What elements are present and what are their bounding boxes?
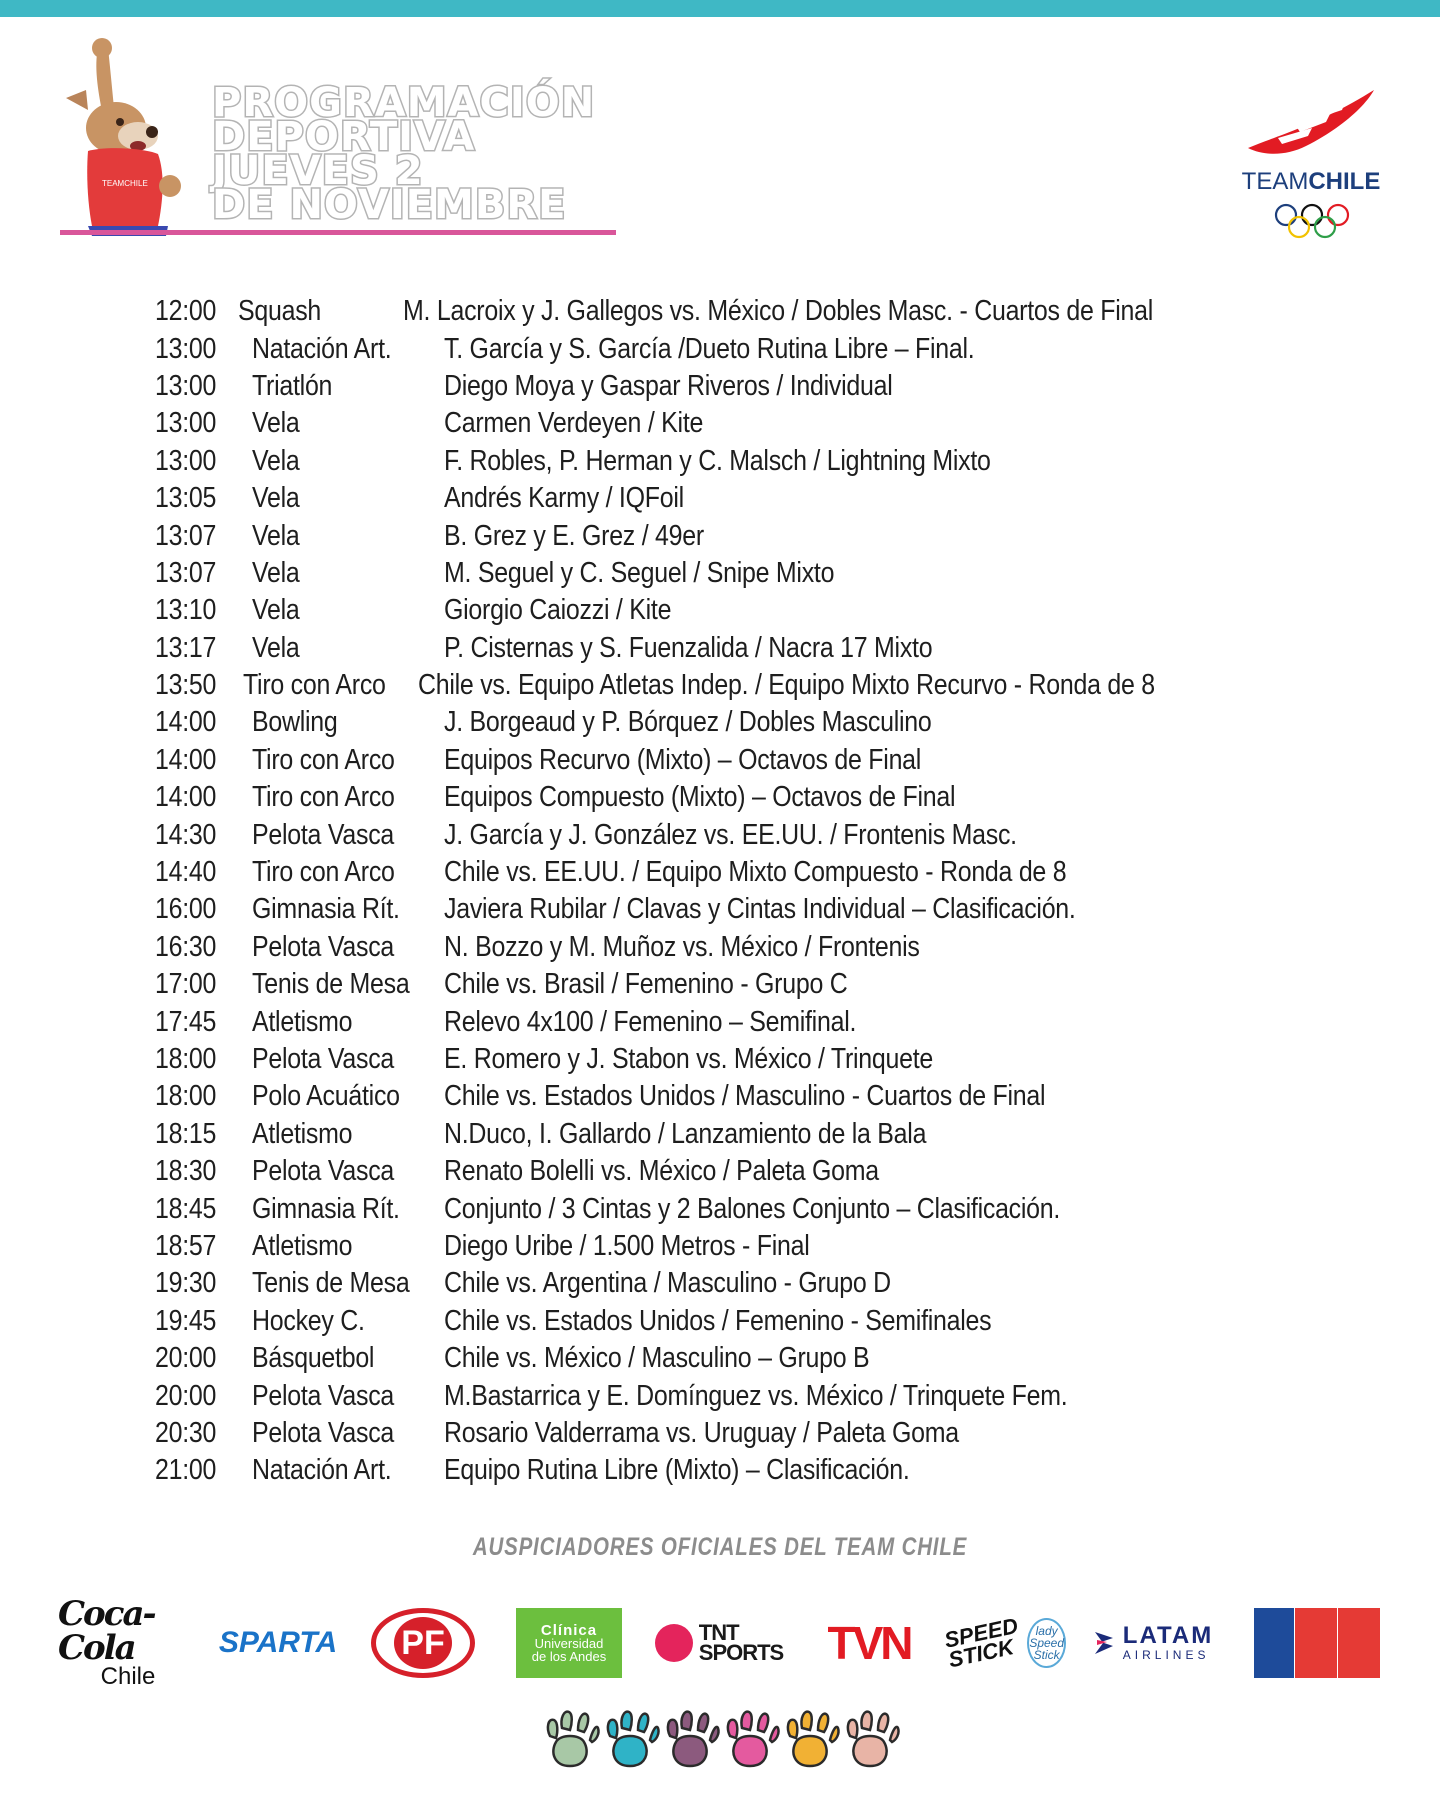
tnt-line-2: SPORTS [698, 1640, 784, 1665]
schedule-row [155, 929, 1275, 966]
event-time: 18:45 [155, 1192, 217, 1225]
clinica-universidad-de-los-andes-logo [516, 1598, 622, 1688]
schedule-row [155, 742, 1275, 779]
schedule-list [155, 293, 1275, 1490]
event-time: 14:40 [155, 856, 217, 889]
event-sport: Vela [252, 631, 300, 664]
speed-stick-text: SPEED STICK [942, 1612, 1021, 1673]
mascot-shirt-text: TEAMCHILE [102, 179, 148, 188]
team-chile-wordmark-bold: CHILE [1308, 168, 1381, 195]
event-sport: Bowling [252, 706, 338, 739]
event-sport: Básquetbol [252, 1342, 375, 1375]
event-sport: Tenis de Mesa [252, 1267, 410, 1300]
event-sport: Tenis de Mesa [252, 968, 410, 1001]
latam-line-1: LATAM [1122, 1622, 1214, 1649]
event-sport: Tiro con Arco [252, 781, 395, 814]
event-description: N.Duco, I. Gallardo / Lanzamiento de la Bala [444, 1117, 927, 1150]
event-sport: Pelota Vasca [252, 1043, 395, 1075]
event-sport: Pelota Vasca [252, 818, 395, 851]
pf-ring [371, 1608, 475, 1678]
event-description: Equipo Rutina Libre (Mixto) – Clasificación. [444, 1454, 910, 1487]
event-sport: Natación Art. [252, 1454, 392, 1487]
event-sport: Pelota Vasca [252, 1379, 395, 1412]
event-sport: Tiro con Arco [252, 743, 395, 776]
tnt-text [698, 1620, 784, 1665]
event-time: 20:30 [155, 1416, 217, 1449]
event-time: 18:00 [155, 1080, 217, 1113]
event-sport: Vela [252, 407, 300, 440]
event-sport: Gimnasia Rít. [252, 893, 400, 926]
event-description: N. Bozzo y M. Muñoz vs. México / Frontenis [444, 930, 920, 963]
coca-cola-wordmark: Coca-Cola [58, 1594, 155, 1668]
title-line-4: DE NOVIEMBRE [212, 182, 567, 228]
event-description: Relevo 4x100 / Femenino – Semifinal. [444, 1005, 857, 1038]
event-time: 14:30 [155, 818, 217, 851]
schedule-row [155, 1340, 1275, 1377]
event-time: 20:00 [155, 1379, 217, 1412]
event-description: M.Bastarrica y E. Domínguez vs. México / Trinquete Fem. [444, 1379, 1068, 1412]
event-description: Diego Uribe / 1.500 Metros - Final [444, 1229, 810, 1262]
event-time: 13:07 [155, 519, 217, 552]
paw-icon [728, 1712, 779, 1766]
event-description: J. Borgeaud y P. Bórquez / Dobles Masculino [444, 706, 932, 739]
event-sport: Triatlón [252, 369, 333, 402]
schedule-row [155, 1265, 1275, 1302]
event-description: E. Romero y J. Stabon vs. México / Trinquete [444, 1043, 934, 1075]
schedule-row [155, 405, 1275, 442]
mindep-red-panel [1294, 1608, 1380, 1678]
event-description: Chile vs. Brasil / Femenino - Grupo C [444, 968, 848, 1001]
event-time: 19:30 [155, 1267, 217, 1300]
event-sport: Tiro con Arco [243, 669, 386, 702]
event-time: 13:10 [155, 594, 217, 627]
event-sport: Pelota Vasca [252, 1155, 395, 1188]
tnt-line-1: TNT [698, 1620, 739, 1645]
event-time: 18:00 [155, 1043, 217, 1075]
event-time: 14:00 [155, 743, 217, 776]
event-description: F. Robles, P. Herman y C. Malsch / Lightning Mixto [444, 444, 991, 477]
page-title [212, 80, 596, 228]
latam-mark-icon [1093, 1628, 1115, 1658]
paw-prints [540, 1708, 900, 1768]
event-sport: Gimnasia Rít. [252, 1192, 400, 1225]
event-time: 19:45 [155, 1304, 217, 1337]
schedule-row [155, 891, 1275, 928]
latam-line-2: AIRLINES [1122, 1648, 1210, 1662]
event-description: Chile vs. México / Masculino – Grupo B [444, 1342, 870, 1375]
schedule-row [155, 480, 1275, 517]
event-sport: Vela [252, 556, 300, 589]
sponsors-title: AUSPICIADORES OFICIALES DEL TEAM CHILE [472, 1533, 968, 1561]
team-chile-logo [1236, 86, 1386, 246]
olympic-rings-icon [1274, 202, 1350, 242]
event-description: Chile vs. EE.UU. / Equipo Mixto Compuesto - Ronda de 8 [444, 856, 1067, 889]
sponsor-logos [58, 1594, 1382, 1690]
schedule-row [155, 555, 1275, 592]
schedule-row [155, 293, 1275, 330]
event-description: Equipos Recurvo (Mixto) – Octavos de Final [444, 743, 922, 776]
team-chile-wordmark-light: TEAM [1241, 168, 1309, 195]
schedule-row [155, 517, 1275, 554]
schedule-row [155, 368, 1275, 405]
event-description: Conjunto / 3 Cintas y 2 Balones Conjunto – Clasificación. [444, 1192, 1061, 1225]
event-time: 13:00 [155, 332, 217, 365]
clinica-line-1: Clínica [540, 1621, 598, 1639]
schedule-row [155, 1303, 1275, 1340]
event-description: Renato Bolelli vs. México / Paleta Goma [444, 1155, 879, 1188]
event-description: Chile vs. Estados Unidos / Masculino - Cuartos de Final [444, 1080, 1046, 1113]
tvn-logo: TVN [827, 1617, 911, 1669]
event-time: 21:00 [155, 1454, 217, 1487]
lady-speed-stick-text: lady Speed Stick [1027, 1618, 1066, 1668]
schedule-row [155, 1228, 1275, 1265]
event-time: 13:07 [155, 556, 217, 589]
mascot-illustration [58, 36, 208, 236]
team-chile-mark-icon [1246, 86, 1376, 158]
pf-logo [368, 1598, 478, 1688]
schedule-row [155, 779, 1275, 816]
event-sport: Vela [252, 594, 300, 627]
coca-cola-logo [58, 1594, 198, 1690]
event-description: B. Grez y E. Grez / 49er [444, 519, 704, 552]
event-sport: Tiro con Arco [252, 856, 395, 889]
top-accent-bar [0, 0, 1440, 17]
schedule-row [155, 1377, 1275, 1414]
title-line-1: PROGRAMACIÓN [212, 80, 596, 126]
schedule-row [155, 854, 1275, 891]
schedule-row [155, 330, 1275, 367]
event-time: 16:30 [155, 930, 217, 963]
latam-logo [1088, 1598, 1218, 1688]
coca-cola-country: Chile [100, 1663, 156, 1690]
tnt-ball-icon [655, 1624, 693, 1662]
schedule-row [155, 966, 1275, 1003]
schedule-row [155, 704, 1275, 741]
schedule-row [155, 592, 1275, 629]
event-sport: Vela [252, 444, 300, 477]
event-time: 13:00 [155, 444, 217, 477]
event-description: Andrés Karmy / IQFoil [444, 482, 684, 515]
event-time: 13:50 [155, 669, 217, 702]
schedule-row [155, 630, 1275, 667]
event-time: 13:00 [155, 407, 217, 440]
event-description: Diego Moya y Gaspar Riveros / Individual [444, 369, 893, 402]
speed-stick-logo [942, 1598, 1066, 1688]
paw-icon [668, 1712, 719, 1766]
event-sport: Natación Art. [252, 332, 392, 365]
event-sport: Atletismo [252, 1229, 353, 1262]
schedule-row [155, 1415, 1275, 1452]
event-time: 13:05 [155, 482, 217, 515]
event-sport: Polo Acuático [252, 1080, 400, 1113]
schedule-row [155, 816, 1275, 853]
event-sport: Pelota Vasca [252, 1416, 395, 1449]
event-time: 18:30 [155, 1155, 217, 1188]
event-time: 13:00 [155, 369, 217, 402]
schedule-row [155, 1078, 1275, 1115]
clinica-line-2: Universidad [534, 1635, 604, 1651]
paw-icon [548, 1712, 599, 1766]
title-line-3: JUEVES 2 [212, 148, 424, 194]
event-time: 18:15 [155, 1117, 217, 1150]
paw-icon [848, 1712, 899, 1766]
event-sport: Hockey C. [252, 1304, 365, 1337]
event-description: Chile vs. Argentina / Masculino - Grupo D [444, 1267, 891, 1300]
event-description: M. Seguel y C. Seguel / Snipe Mixto [444, 556, 835, 589]
schedule-row [155, 1153, 1275, 1190]
event-description: Javiera Rubilar / Clavas y Cintas Individual – Clasificación. [444, 893, 1076, 926]
event-time: 20:00 [155, 1342, 217, 1375]
sparta-logo: SPARTA [218, 1626, 338, 1659]
schedule-row [155, 667, 1275, 704]
title-underline [60, 230, 616, 235]
event-description: Rosario Valderrama vs. Uruguay / Paleta Goma [444, 1416, 959, 1449]
schedule-row [155, 1003, 1275, 1040]
schedule-row [155, 1190, 1275, 1227]
event-time: 13:17 [155, 631, 217, 664]
ministerio-del-deporte-logo [1252, 1598, 1382, 1688]
team-chile-wordmark [1236, 168, 1386, 196]
clinica-box [516, 1608, 622, 1678]
event-sport: Vela [252, 519, 300, 552]
event-description: Carmen Verdeyen / Kite [444, 407, 704, 440]
event-description: M. Lacroix y J. Gallegos vs. México / Dobles Masc. - Cuartos de Final [402, 295, 1153, 328]
event-description: P. Cisternas y S. Fuenzalida / Nacra 17 Mixto [444, 631, 933, 664]
schedule-row [155, 1116, 1275, 1153]
paw-icon [788, 1712, 839, 1766]
schedule-row [155, 1452, 1275, 1489]
mindep-blue-panel [1254, 1608, 1294, 1678]
event-sport: Atletismo [252, 1117, 353, 1150]
pf-text: PF [394, 1617, 452, 1669]
event-description: Chile vs. Estados Unidos / Femenino - Semifinales [444, 1304, 992, 1337]
event-description: Chile vs. Equipo Atletas Indep. / Equipo Mixto Recurvo - Ronda de 8 [418, 669, 1156, 702]
event-description: J. García y J. González vs. EE.UU. / Frontenis Masc. [444, 818, 1017, 851]
event-time: 17:00 [155, 968, 217, 1001]
event-sport: Squash [238, 295, 322, 328]
event-time: 18:57 [155, 1229, 217, 1262]
tnt-sports-logo [654, 1598, 784, 1688]
event-sport: Vela [252, 482, 300, 515]
paw-icon [608, 1712, 659, 1766]
event-time: 14:00 [155, 781, 217, 814]
schedule-row [155, 443, 1275, 480]
event-description: T. García y S. García /Dueto Rutina Libre – Final. [444, 332, 975, 365]
event-sport: Pelota Vasca [252, 930, 395, 963]
clinica-line-3: de los Andes [531, 1648, 607, 1664]
event-time: 17:45 [155, 1005, 217, 1038]
schedule-row [155, 1041, 1275, 1078]
event-sport: Atletismo [252, 1005, 353, 1038]
title-line-2: DEPORTIVA [212, 114, 476, 160]
event-time: 12:00 [155, 295, 217, 328]
event-description: Equipos Compuesto (Mixto) – Octavos de Final [444, 781, 956, 814]
event-time: 16:00 [155, 893, 217, 926]
event-description: Giorgio Caiozzi / Kite [444, 594, 672, 627]
event-time: 14:00 [155, 706, 217, 739]
